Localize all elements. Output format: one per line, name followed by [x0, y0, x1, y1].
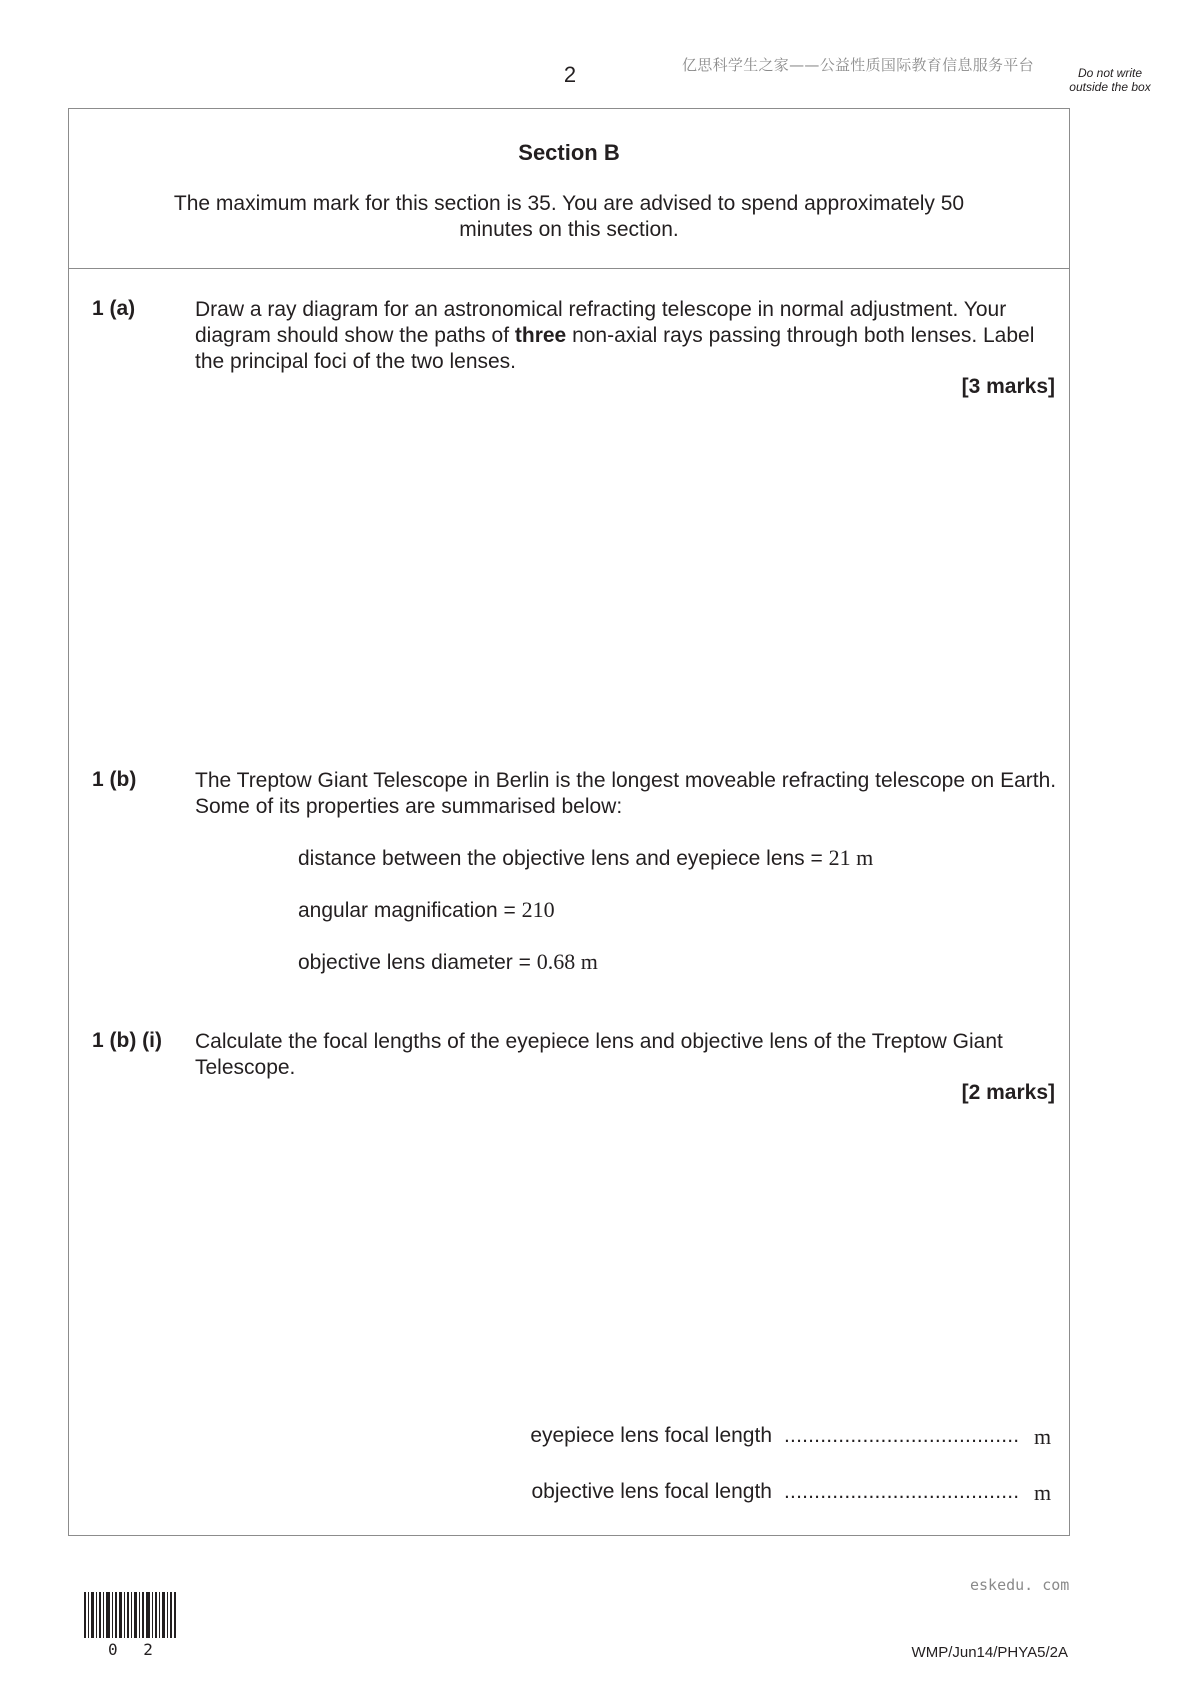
property-distance — [298, 845, 873, 871]
section-divider — [68, 268, 1070, 269]
answer-dots-objective[interactable]: ....................................... — [784, 1480, 1020, 1503]
answer-label-eyepiece: eyepiece lens focal length — [530, 1424, 772, 1447]
question-text-1a-part1: Draw a ray diagram for an astronomical refracting telescope in normal adjustment. Your diagram should show the paths of — [195, 298, 1007, 347]
answer-unit-eyepiece: m — [1034, 1424, 1052, 1449]
answer-unit-objective: m — [1034, 1480, 1052, 1505]
question-text-1bi: Calculate the focal lengths of the eyepiece lens and objective lens of the Treptow Giant Telescope. — [195, 1030, 1003, 1079]
property-distance-value: 21 m — [828, 845, 874, 870]
answer-line-eyepiece[interactable] — [0, 1424, 1190, 1454]
barcode-digits: 0 2 — [108, 1640, 161, 1659]
property-magnification — [298, 897, 555, 923]
site-watermark: eskedu. com — [970, 1576, 1070, 1594]
answer-line-objective[interactable] — [0, 1480, 1190, 1510]
question-number-1bi: 1 (b) (i) — [92, 1029, 162, 1052]
property-diameter — [298, 949, 598, 975]
property-diameter-label: objective lens diameter = — [298, 951, 537, 974]
question-text-1a-part2: non-axial rays passing through both lenses. Label the principal foci of the two lenses. — [195, 324, 1035, 373]
question-number-1a: 1 (a) — [92, 297, 136, 320]
property-diameter-value: 0.68 m — [536, 949, 598, 974]
marks-1bi: [2 marks] — [961, 1081, 1055, 1104]
paper-code: WMP/Jun14/PHYA5/2A — [911, 1644, 1068, 1661]
property-magnification-value: 210 — [521, 897, 555, 922]
margin-note: Do not write outside the box — [1069, 66, 1151, 94]
answer-label-objective: objective lens focal length — [531, 1480, 772, 1503]
question-number-1b: 1 (b) — [92, 768, 137, 791]
property-distance-label: distance between the objective lens and eyepiece lens = — [298, 847, 829, 870]
section-intro: The maximum mark for this section is 35. You are advised to spend approximately 50 minutes on this section. — [173, 192, 965, 241]
question-text-1b: The Treptow Giant Telescope in Berlin is the longest moveable refracting telescope on Earth. Some of its properties are summarised below: — [195, 769, 1057, 818]
section-title: Section B — [518, 140, 620, 165]
property-magnification-label: angular magnification = — [298, 899, 522, 922]
marks-1a: [3 marks] — [961, 375, 1055, 398]
page-number: 2 — [563, 62, 577, 87]
answer-dots-eyepiece[interactable]: ....................................... — [784, 1424, 1020, 1447]
question-text-1a-bold: three — [514, 324, 567, 347]
watermark-text: 亿思科学生之家——公益性质国际教育信息服务平台 — [682, 56, 1034, 74]
barcode-icon — [84, 1592, 176, 1638]
question-text-1a — [195, 297, 1057, 375]
